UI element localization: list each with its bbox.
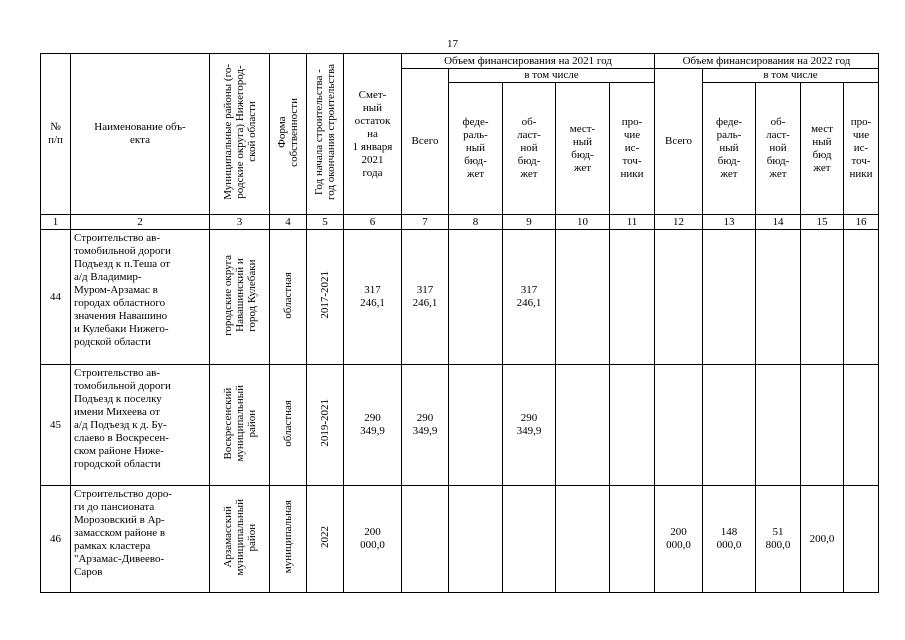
federal-2022-cell: [703, 365, 756, 486]
total-2021-cell: [402, 486, 449, 593]
col-num: 12: [655, 215, 703, 230]
col-num: 13: [703, 215, 756, 230]
header-object-name: Наименование объ- екта: [71, 54, 210, 215]
regional-2021-cell: 290 349,9: [503, 365, 556, 486]
years-cell: [307, 365, 344, 486]
page-number: 17: [447, 38, 458, 50]
local-2022-cell: [801, 365, 844, 486]
federal-2022-cell: 148 000,0: [703, 486, 756, 593]
years-text: 2022: [319, 526, 331, 548]
col-num: 14: [756, 215, 801, 230]
header-years-text: Год начала строительства - год окончания строительства: [313, 64, 337, 200]
table-row: [41, 230, 879, 365]
object-name: Строительство ав- томобильной дороги Подъезд к п.Теша от а/д Владимир- Муром-Арзамас в городах областного значения Навашино и Кулебаки Нижего- родской области: [71, 230, 210, 365]
ownership-text: областная: [282, 271, 294, 319]
ownership-text: муниципальная: [282, 500, 294, 574]
col-num: 5: [307, 215, 344, 230]
years-cell: [307, 486, 344, 593]
total-2022-cell: 200 000,0: [655, 486, 703, 593]
years-text: 2017-2021: [319, 271, 331, 319]
table-row: [41, 486, 879, 593]
federal-2021-cell: [449, 230, 503, 365]
col-num: 11: [610, 215, 655, 230]
header-group-2021: Объем финансирования на 2021 год: [402, 54, 655, 69]
row-number: 46: [41, 486, 71, 593]
header-total-2021: Всего: [402, 69, 449, 215]
header-regional-2021: об- ласт- ной бюд- жет: [503, 83, 556, 215]
header-local-2022: мест ный бюд жет: [801, 83, 844, 215]
header-ownership-text: Форма собственности: [276, 97, 300, 167]
federal-2022-cell: [703, 230, 756, 365]
col-num: 2: [71, 215, 210, 230]
col-num: 4: [270, 215, 307, 230]
district-cell: [210, 365, 270, 486]
other-2021-cell: [610, 365, 655, 486]
local-2021-cell: [556, 230, 610, 365]
header-group-2022: Объем финансирования на 2022 год: [655, 54, 879, 69]
header-number: № п/п: [41, 54, 71, 215]
col-num: 6: [344, 215, 402, 230]
regional-2021-cell: 317 246,1: [503, 230, 556, 365]
ownership-text: областная: [282, 399, 294, 447]
header-federal-2021: феде- раль- ный бюд- жет: [449, 83, 503, 215]
row-number: 44: [41, 230, 71, 365]
col-num: 9: [503, 215, 556, 230]
total-2021-cell: 290 349,9: [402, 365, 449, 486]
federal-2021-cell: [449, 486, 503, 593]
other-2021-cell: [610, 486, 655, 593]
header-district: [210, 54, 270, 215]
object-name: Строительство доро- ги до пансионата Морозовский в Ар- замасском районе в рамках кластера "Арзамас-Дивеево- Саров: [71, 486, 210, 593]
regional-2022-cell: 51 800,0: [756, 486, 801, 593]
table-row: [41, 365, 879, 486]
federal-2021-cell: [449, 365, 503, 486]
ownership-cell: [270, 486, 307, 593]
local-2021-cell: [556, 365, 610, 486]
header-remaining: Смет- ный остаток на 1 января 2021 года: [344, 54, 402, 215]
header-total-2022: Всего: [655, 69, 703, 215]
regional-2022-cell: [756, 365, 801, 486]
col-num: 15: [801, 215, 844, 230]
col-num: 7: [402, 215, 449, 230]
header-local-2021: мест- ный бюд- жет: [556, 83, 610, 215]
total-2022-cell: [655, 365, 703, 486]
header-incl-2022: в том числе: [703, 69, 879, 83]
local-2022-cell: [801, 230, 844, 365]
row-number: 45: [41, 365, 71, 486]
header-federal-2022: феде- раль- ный бюд- жет: [703, 83, 756, 215]
col-num: 8: [449, 215, 503, 230]
other-2021-cell: [610, 230, 655, 365]
other-2022-cell: [844, 230, 879, 365]
total-2022-cell: [655, 230, 703, 365]
years-text: 2019-2021: [319, 399, 331, 447]
col-num: 10: [556, 215, 610, 230]
remaining-cell: 200 000,0: [344, 486, 402, 593]
col-num: 1: [41, 215, 71, 230]
ownership-cell: [270, 230, 307, 365]
col-num: 16: [844, 215, 879, 230]
district-text: городские округа Навашинский и город Кулебаки: [221, 254, 258, 336]
local-2022-cell: 200,0: [801, 486, 844, 593]
remaining-cell: 290 349,9: [344, 365, 402, 486]
col-num: 3: [210, 215, 270, 230]
other-2022-cell: [844, 365, 879, 486]
object-name: Строительство ав- томобильной дороги Подъезд к поселку имени Михеева от а/д Подъезд к д. Бу- слаево в Воскресен- ском районе Ниже- городской области: [71, 365, 210, 486]
header-district-text: Муниципальные районы (го- родские округа) Нижегород- ской области: [221, 64, 258, 200]
district-cell: [210, 486, 270, 593]
district-text: Воскресенский муниципальный район: [221, 384, 258, 462]
ownership-cell: [270, 365, 307, 486]
header-other-2021: про- чие ис- точ- ники: [610, 83, 655, 215]
years-cell: [307, 230, 344, 365]
header-regional-2022: об- ласт- ной бюд- жет: [756, 83, 801, 215]
other-2022-cell: [844, 486, 879, 593]
header-other-2022: про- чие ис- точ- ники: [844, 83, 879, 215]
remaining-cell: 317 246,1: [344, 230, 402, 365]
header-years: [307, 54, 344, 215]
district-text: Арзамасский муниципальный район: [221, 498, 258, 576]
total-2021-cell: 317 246,1: [402, 230, 449, 365]
regional-2021-cell: [503, 486, 556, 593]
column-number-row: [41, 215, 879, 230]
district-cell: [210, 230, 270, 365]
regional-2022-cell: [756, 230, 801, 365]
header-incl-2021: в том числе: [449, 69, 655, 83]
header-row-1: [41, 54, 879, 69]
financing-table: [40, 53, 879, 593]
local-2021-cell: [556, 486, 610, 593]
header-ownership: [270, 54, 307, 215]
